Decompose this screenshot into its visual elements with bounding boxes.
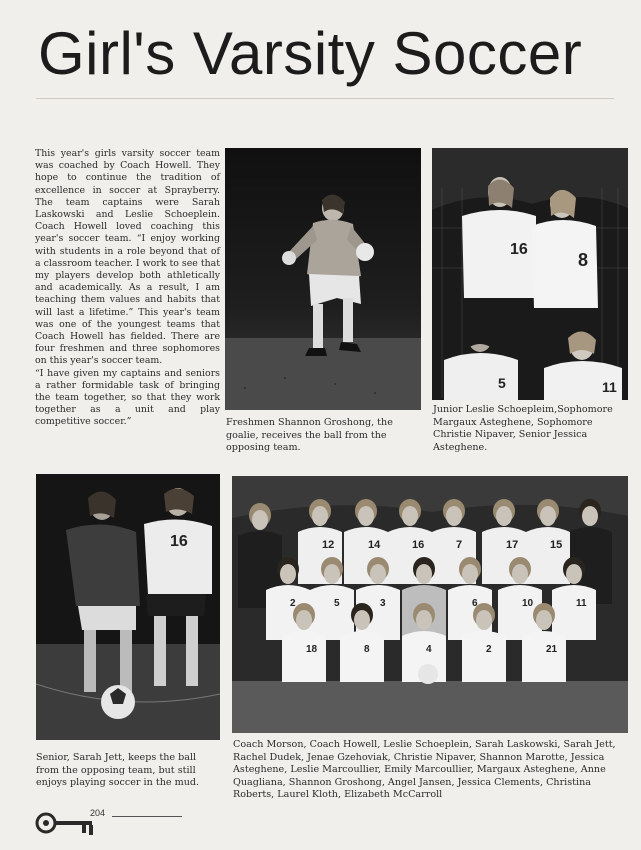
jersey-number: 15: [550, 539, 563, 551]
page-number: 204: [90, 808, 106, 818]
article-paragraph-1: This year's girls varsity soccer team was coached by Coach Howell. They hope to continue the tradition of excellence in soccer at Sprayberry. The team captains were Sarah Laskowski and Leslie Schoeplein. Coach Howell loved coaching this year's soccer team. “I enjoy working with students in a role beyond that of a classroom teacher. I work to see that my players develop both athletically and academically. As a result, I am teaching them values and habits that will last a lifetime.” This year's team was one of the youngest teams that Coach Howell has fielded. There are four freshmen and three sophomores on this year's soccer team.: [35, 148, 220, 367]
jersey-number: 21: [546, 644, 558, 655]
jersey-number: 7: [456, 539, 463, 551]
goalie-caption: Freshmen Shannon Groshong, the goalie, receives the ball from the opposing team.: [226, 417, 393, 454]
team-caption: Coach Morson, Coach Howell, Leslie Schoeplein, Sarah Laskowski, Sarah Jett, Rachel Dudek, Jenae Gzehoviak, Christie Nipaver, Shannon Marotte, Jessica Asteghene, Leslie Marcoullier, Emily Marcoullier, Margaux Asteghene, Anne Quagliana, Shannon Groshong, Angel Jansen, Jessica Clements, Christina Roberts, Laurel Kloth, Elizabeth McCarroll: [233, 739, 616, 801]
footer-rule: [112, 816, 182, 817]
title-divider: [36, 98, 614, 99]
jersey-number: 18: [306, 644, 318, 655]
jersey-number: 8: [364, 644, 370, 655]
jersey-number: 14: [368, 539, 381, 551]
action-photo: [36, 474, 220, 740]
jersey-number: 4: [426, 644, 432, 655]
jersey-number: 8: [578, 250, 589, 270]
jersey-number: 10: [522, 598, 534, 609]
jersey-number: 3: [380, 598, 386, 609]
page-title: Girl's Varsity Soccer: [38, 20, 583, 87]
four-players-caption: Junior Leslie Schoepleim,Sophomore Margaux Asteghene, Sophomore Christie Nipaver, Senior Jessica Asteghene.: [433, 404, 613, 453]
team-photo: [232, 476, 628, 733]
goalie-photo: [225, 148, 421, 410]
jersey-number: 11: [576, 598, 587, 609]
jersey-number: 11: [602, 379, 617, 395]
soccer-ball: [418, 664, 438, 684]
jersey-number: 12: [322, 539, 335, 551]
action-caption: Senior, Sarah Jett, keeps the ball from the opposing team, but still enjoys playing soccer in the mud.: [36, 752, 200, 789]
jersey-number: 2: [290, 598, 296, 609]
article-body: [35, 148, 220, 429]
jersey-number: 16: [412, 539, 425, 551]
article-paragraph-2: “I have given my captains and seniors a rather formidable task of bringing the team together, so that they work together as a unit and play competitive soccer.”: [35, 367, 220, 428]
jersey-number: 5: [334, 598, 340, 609]
jersey-number: 17: [506, 539, 519, 551]
jersey-number: 16: [170, 533, 188, 550]
four-players-photo: [432, 148, 628, 400]
jersey-number: 2: [486, 644, 492, 655]
jersey-number: 5: [498, 375, 506, 391]
jersey-number: 16: [510, 241, 528, 258]
jersey-number: 6: [472, 598, 478, 609]
